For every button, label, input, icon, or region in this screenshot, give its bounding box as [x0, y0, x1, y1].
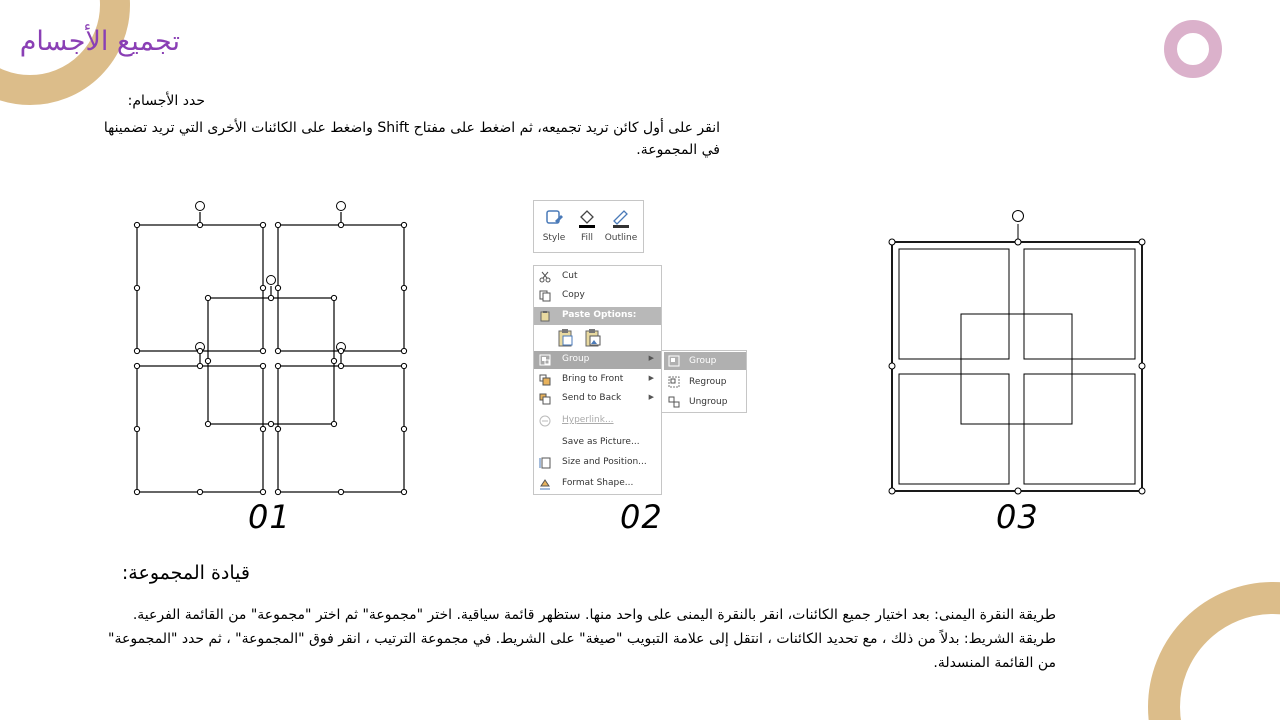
submenu-item-label: Group — [689, 356, 717, 366]
menu-item-label: Copy — [562, 290, 585, 300]
menu-item-label: Format Shape... — [562, 478, 634, 488]
menu-item-hyperlink — [534, 412, 661, 430]
style-button[interactable] — [537, 205, 571, 243]
submenu-arrow-icon: ▶ — [648, 354, 654, 362]
submenu-item-regroup[interactable] — [664, 373, 746, 391]
fill-bucket-icon — [576, 207, 598, 229]
menu-item-group[interactable] — [534, 351, 661, 369]
menu-item-save-as-picture[interactable] — [534, 434, 661, 452]
format-shape-icon — [539, 478, 551, 490]
group-icon — [668, 355, 680, 367]
outline-button[interactable] — [604, 205, 638, 243]
regroup-icon — [668, 376, 680, 388]
bring-to-front-icon — [539, 374, 551, 386]
figure-selected-shapes — [130, 198, 415, 498]
menu-item-bring-to-front[interactable] — [534, 371, 661, 389]
submenu-item-group[interactable] — [664, 352, 746, 370]
group-submenu — [661, 350, 747, 413]
slide-title: تجميع الأجسام — [19, 26, 180, 57]
paste-keep-formatting-icon[interactable] — [556, 328, 576, 348]
fill-label: Fill — [580, 233, 594, 243]
submenu-item-label: Regroup — [689, 377, 727, 387]
lead-group-heading: قيادة المجموعة: — [121, 562, 250, 584]
submenu-arrow-icon: ▶ — [648, 393, 654, 401]
outline-pen-icon — [610, 207, 632, 229]
size-position-icon — [539, 457, 551, 469]
menu-item-send-to-back[interactable] — [534, 390, 661, 408]
menu-item-label: Bring to Front — [562, 374, 624, 384]
scissors-icon — [539, 271, 551, 283]
fill-button[interactable] — [570, 205, 604, 243]
group-icon — [539, 354, 551, 366]
paste-picture-icon[interactable] — [583, 328, 603, 348]
clipboard-icon — [539, 310, 551, 322]
select-objects-heading: حدد الأجسام: — [127, 93, 205, 109]
menu-item-label: Size and Position... — [562, 457, 647, 467]
send-to-back-icon — [539, 393, 551, 405]
menu-item-copy[interactable] — [534, 287, 661, 305]
context-menu — [533, 265, 662, 495]
ribbon-method-text: طريقة الشريط: بدلاً من ذلك ، مع تحديد الكائنات ، انتقل إلى علامة التبويب "صيغة" على الشريط. في مجموعة الترتيب ، انقر فوق "المجموعة" ، ثم حدد "المجموعة" من القائمة المنسدلة. — [108, 631, 1056, 671]
mini-toolbar — [533, 200, 644, 253]
ungroup-icon — [668, 396, 680, 408]
menu-item-label: Cut — [562, 271, 578, 281]
menu-item-label: Send to Back — [562, 393, 622, 403]
outline-label: Outline — [604, 233, 638, 243]
decorative-ring — [1164, 20, 1222, 78]
select-objects-text: انقر على أول كائن تريد تجميعه، ثم اضغط على مفتاح Shift واضغط على الكائنات الأخرى التي تريد تضمينها في المجموعة. — [103, 120, 720, 158]
figure-grouped-shapes — [884, 204, 1149, 499]
menu-item-label: Hyperlink... — [562, 415, 614, 425]
menu-item-label: Group — [562, 354, 590, 364]
decorative-arc-bottom-right — [1148, 582, 1280, 720]
lead-group-text — [100, 603, 1056, 675]
submenu-arrow-icon: ▶ — [648, 374, 654, 382]
menu-header-label: Paste Options: — [562, 310, 637, 320]
menu-item-size-and-position[interactable] — [534, 454, 661, 472]
menu-header-paste-options — [534, 307, 661, 325]
menu-item-label: Save as Picture... — [562, 437, 640, 447]
right-click-method-text: طريقة النقرة اليمنى: بعد اختيار جميع الكائنات، انقر بالنقرة اليمنى على واحد منها. ستظهر قائمة سياقية. اختر "مجموعة" ثم اختر "مجموعة" من القائمة الفرعية. — [132, 607, 1056, 623]
figure-caption-02: 02 — [620, 498, 663, 536]
submenu-item-ungroup[interactable] — [664, 393, 746, 411]
submenu-item-label: Ungroup — [689, 397, 728, 407]
shape-style-icon — [543, 207, 565, 229]
menu-item-cut[interactable] — [534, 268, 661, 286]
style-label: Style — [542, 233, 566, 243]
figure-caption-03: 03 — [996, 498, 1039, 536]
copy-icon — [539, 290, 551, 302]
hyperlink-icon — [539, 415, 551, 427]
figure-caption-01: 01 — [248, 498, 291, 536]
menu-item-format-shape[interactable] — [534, 475, 661, 493]
